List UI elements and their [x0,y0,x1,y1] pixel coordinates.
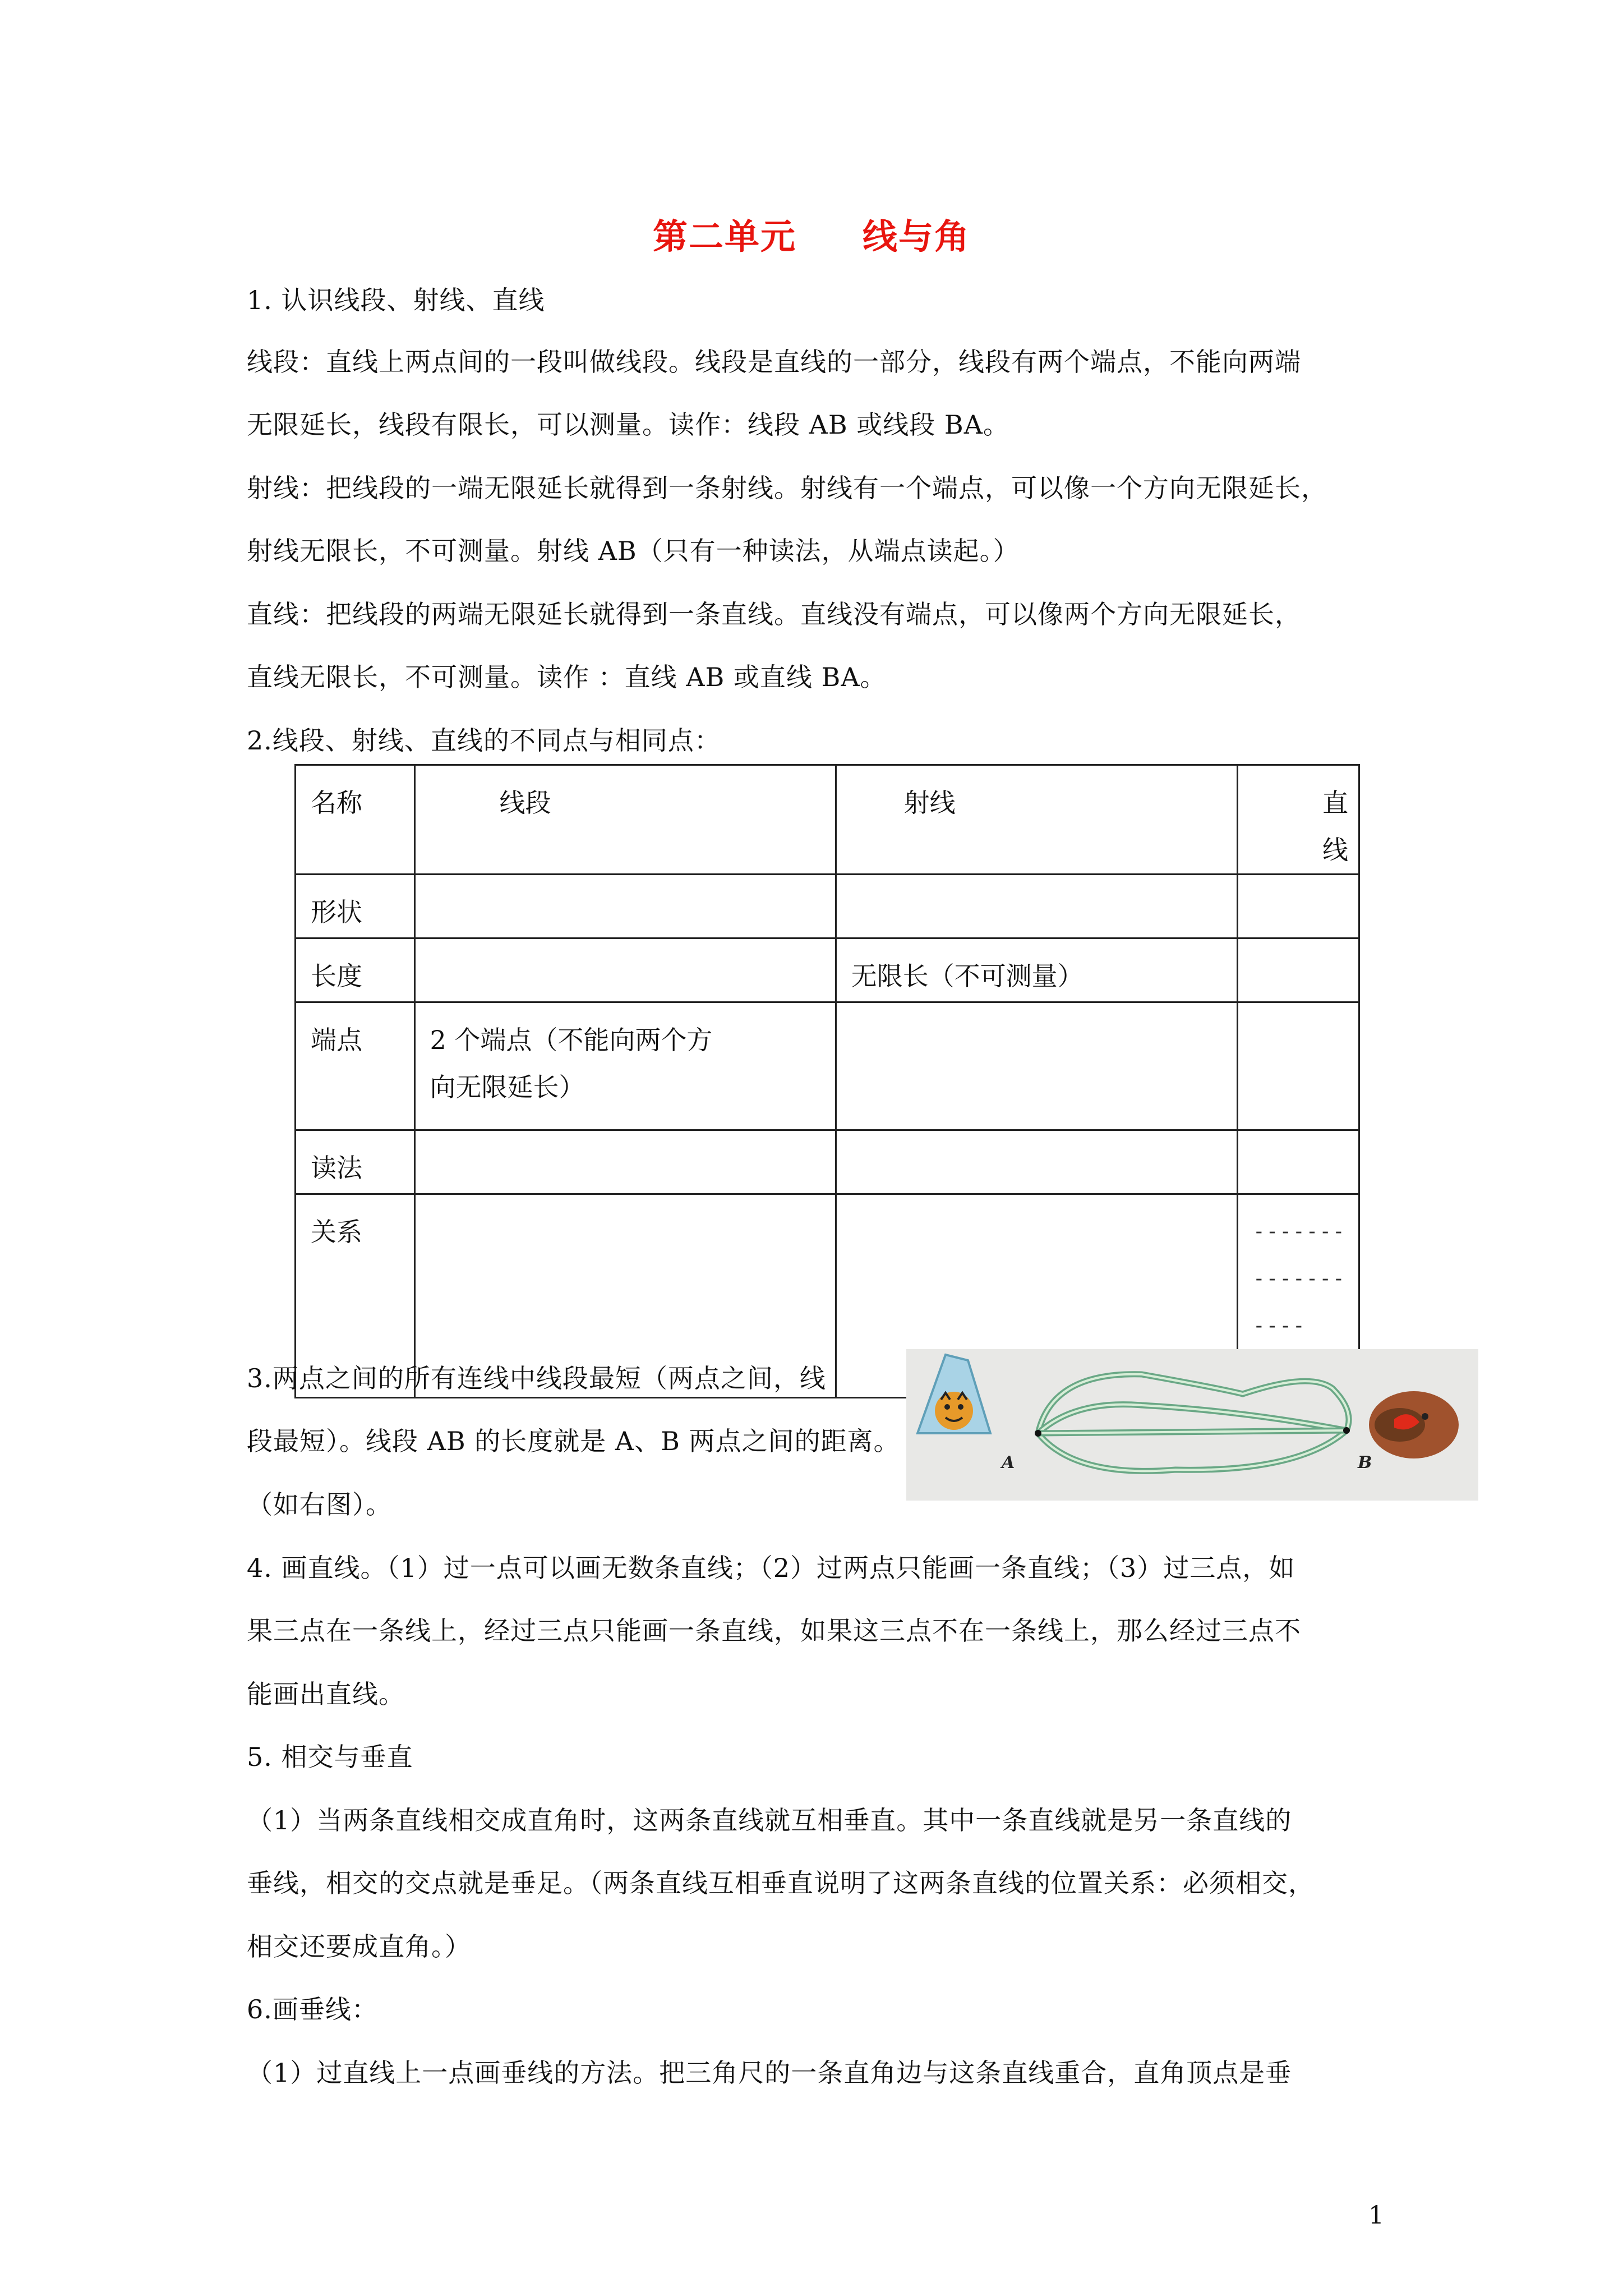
table-cell [414,1130,836,1194]
comparison-table [294,764,1360,1398]
table-cell [1238,875,1359,938]
page-number: 1 [1368,2201,1384,2230]
section-3-line-3: （如右图）。 [247,1489,392,1520]
row-label: 读法 [296,1130,415,1194]
cell-text-line: 向无限延长） [430,1072,585,1102]
table-header-row [296,765,1359,875]
table-header-cell: 名称 [296,765,415,875]
section-3-line-1: 3.两点之间的所有连线中线段最短（两点之间，线 [247,1363,826,1393]
table-cell [1238,938,1359,1002]
section-5-line-1: （1）当两条直线相交成直角时，这两条直线就互相垂直。其中一条直线就是另一条直线的 [247,1805,1292,1835]
line-definition-line-2: 直线无限长，不可测量。读作 ：直线 AB 或直线 BA。 [247,662,887,692]
label-a: A [1002,1453,1015,1473]
section-5-heading: 5. 相交与垂直 [247,1742,413,1772]
row-label: 长度 [296,938,415,1002]
row-label: 关系 [296,1194,415,1398]
dash-placeholder: ------------------ [1253,1220,1346,1337]
section-5-line-2: 垂线，相交的交点就是垂足。（两条直线互相垂直说明了这两条直线的位置关系：必须相交， [247,1868,1315,1898]
section-5-line-3: 相交还要成直角。） [247,1931,471,1962]
row-label: 端点 [296,1002,415,1130]
table-cell [414,875,836,938]
table-row [296,938,1359,1002]
table-cell [414,1002,836,1130]
section-1-heading: 1. 认识线段、射线、直线 [247,285,545,315]
section-6-line-1: （1）过直线上一点画垂线的方法。把三角尺的一条直角边与这条直线重合，直角顶点是垂 [247,2058,1292,2088]
section-3-line-2: 段最短）。线段 AB 的长度就是 A、B 两点之间的距离。 [247,1426,900,1456]
line-definition-line-1: 直线：把线段的两端无限延长就得到一条直线。直线没有端点，可以像两个方向无限延长， [247,599,1301,629]
label-b: B [1358,1453,1372,1473]
point-a-dot [1035,1430,1041,1437]
table-cell [836,1130,1237,1194]
table-row [296,1002,1359,1130]
section-6-heading: 6.画垂线： [247,1994,378,2024]
table-cell [1238,1002,1359,1130]
table-header-cell: 射线 [836,765,1237,875]
cell-text-line: 2 个端点（不能向两个方 [430,1025,713,1055]
table-header-cell: 直线 [1238,765,1359,875]
table-cell [836,1002,1237,1130]
row-label: 形状 [296,875,415,938]
ray-definition-line-1: 射线：把线段的一端无限延长就得到一条射线。射线有一个端点，可以像一个方向无限延长， [247,473,1327,503]
section-2-heading: 2.线段、射线、直线的不同点与相同点： [247,725,721,756]
section-4-line-1: 4. 画直线。（1）过一点可以画无数条直线；（2）过两点只能画一条直线；（3）过三点，如 [247,1553,1295,1583]
table-row [296,1130,1359,1194]
table-header-cell: 线段 [414,765,836,875]
segment-definition-line-1: 线段：直线上两点间的一段叫做线段。线段是直线的一部分，线段有两个端点，不能向两端 [247,347,1301,377]
ray-definition-line-2: 射线无限长，不可测量。射线 AB（只有一种读法，从端点读起。） [247,536,1020,566]
section-4-line-2: 果三点在一条线上，经过三点只能画一条直线，如果这三点不在一条线上，那么经过三点不 [247,1616,1301,1646]
table-row [296,875,1359,938]
table-cell [1238,1130,1359,1194]
table-cell: 无限长（不可测量） [836,938,1237,1002]
segment-definition-line-2: 无限延长，线段有限长，可以测量。读作：线段 AB 或线段 BA。 [247,409,1009,440]
point-b-dot [1343,1427,1350,1434]
table-cell [836,875,1237,938]
table-cell [414,938,836,1002]
page-title: 第二单元 线与角 [653,216,970,257]
shortest-path-illustration [906,1349,1478,1501]
section-4-line-3: 能画出直线。 [247,1679,405,1709]
rock-animal-image [1369,1391,1459,1458]
